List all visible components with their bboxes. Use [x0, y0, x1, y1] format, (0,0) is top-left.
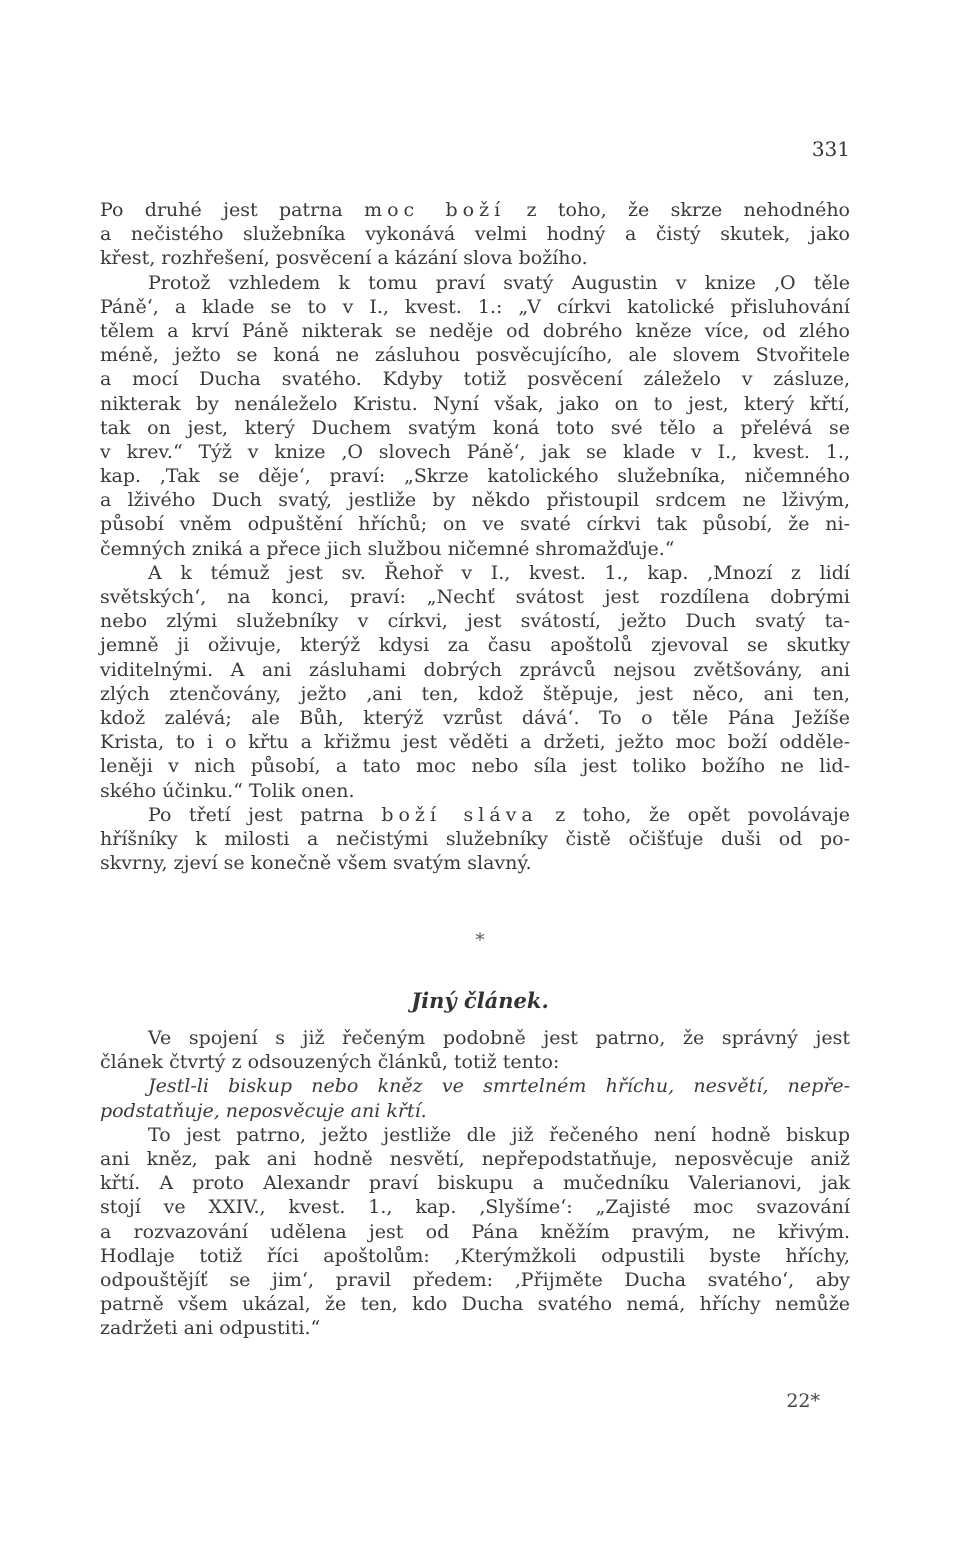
text-line: odpouštějíť se jim‘, pravil předem: ‚Přijměte Ducha svatého‘, aby: [100, 1268, 850, 1291]
text-line: Po třetí jest patrna boží sláva z toho, že opět povolávaje: [148, 803, 850, 826]
text-line: kdož zalévá; ale Bůh, kterýž vzrůst dává‘. To o těle Pána Ježíše: [100, 706, 850, 729]
text-line: působí vněm odpuštění hříchů; on ve svaté církvi tak působí, že ni-: [100, 513, 850, 536]
text-line: Ve spojení s již řečeným podobně jest patrno, že správný jest: [148, 1027, 850, 1049]
text-line: tak on jest, který Duchem svatým koná toto své tělo a přelévá se: [100, 416, 850, 439]
text-line: Po druhé jest patrna moc boží z toho, že skrze nehodného: [100, 199, 850, 221]
text-line: skvrny, zjeví se konečně všem svatým slavný.: [100, 852, 532, 875]
text-line: zlých ztenčovány, ježto ‚ani ten, kdož štěpuje, jest něco, ani ten,: [100, 682, 850, 705]
text-line: patrně všem ukázal, že ten, kdo Ducha svatého nemá, hříchy nemůže: [100, 1293, 850, 1316]
text-line: křest, rozhřešení, posvěcení a kázání slova božího.: [100, 247, 588, 270]
article-text-line: podstatňuje, neposvěcuje ani křtí.: [100, 1099, 427, 1122]
text-line: křtí. A proto Alexandr praví biskupu a mučedníku Valerianovi, jak: [100, 1172, 850, 1195]
main-text-section: [100, 198, 850, 875]
text-line: hříšníky k milosti a nečistými služebníky čistě očišťuje duši od po-: [100, 827, 850, 850]
text-line: méně, ježto se koná ne zásluhou posvěcujícího, ale slovem Stvořitele: [100, 344, 850, 367]
text-line: Páně‘, a klade se to v I., kvest. 1.: „V církvi katolické přisluhování: [100, 295, 850, 318]
text-line: ského účinku.“ Tolik onen.: [100, 779, 355, 802]
text-line: a lživého Duch svatý, jestliže by někdo přistoupil srdcem ne lživým,: [100, 489, 850, 512]
section-divider: *: [475, 930, 485, 951]
text-line: To jest patrno, ježto jestliže dle již řečeného není hodně biskup: [148, 1123, 850, 1146]
text-line: článek čtvrtý z odsouzených článků, totiž tento:: [100, 1051, 560, 1074]
text-line: a rozvazování udělena jest od Pána kněžím pravým, ne křivým.: [100, 1220, 850, 1243]
text-line: tělem a krví Páně nikterak se neděje od dobrého kněze více, od zlého: [100, 319, 850, 342]
text-line: v krev.“ Týž v knize ‚O slovech Páně‘, jak se klade v I., kvest. 1.,: [100, 440, 850, 463]
text-line: zadržeti ani odpustiti.“: [100, 1317, 321, 1340]
text-line: Krista, to i o křtu a křižmu jest věděti a držeti, ježto moc boží odděle-: [100, 731, 850, 754]
text-line: leněji v nich působí, a tato moc nebo síla jest toliko božího ne lid-: [100, 755, 850, 778]
signature-mark: 22*: [786, 1390, 820, 1412]
text-line: viditelnými. A ani zásluhami dobrých zprávců nejsou zvětšovány, ani: [100, 658, 850, 681]
text-line: světských‘, na konci, praví: „Nechť svátost jest rozdílena dobrými: [100, 586, 850, 608]
article-text-line: Jestl-li biskup nebo kněz ve smrtelném hříchu, nesvětí, nepře-: [148, 1075, 850, 1098]
text-line: jemně ji oživuje, kterýž kdysi za času apoštolů zjevoval se skutky: [100, 634, 850, 657]
page-number: 331: [811, 137, 850, 161]
text-line: kap. ‚Tak se děje‘, praví: „Skrze katolického služebníka, ničemného: [100, 465, 850, 488]
text-line: nikterak by nenáleželo Kristu. Nyní však, jako on to jest, který křtí,: [100, 392, 850, 415]
text-line: Protož vzhledem k tomu praví svatý Augustin v knize ‚O těle: [148, 271, 850, 294]
section-heading: Jiný článek.: [411, 988, 549, 1013]
text-line: nebo zlými služebníky v církvi, jest svátostí, ježto Duch svatý ta-: [100, 610, 850, 633]
text-line: Hodlaje totiž říci apoštolům: ‚Kterýmžkoli odpustili byste hříchy,: [100, 1244, 850, 1267]
text-line: A k témuž jest sv. Řehoř v I., kvest. 1., kap. ‚Mnozí z lidí: [148, 561, 850, 584]
text-line: a nečistého služebníka vykonává velmi hodný a čistý skutek, jako: [100, 223, 850, 246]
text-line: čemných zniká a přece jich službou ničemné shromažďuje.“: [100, 537, 675, 560]
text-line: a mocí Ducha svatého. Kdyby totiž posvěcení záleželo v zásluze,: [100, 368, 850, 391]
second-text-section: [100, 1026, 850, 1340]
text-line: stojí ve XXIV., kvest. 1., kap. ‚Slyšíme‘: „Zajisté moc svazování: [100, 1196, 850, 1219]
text-line: ani kněz, pak ani hodně nesvětí, nepřepodstatňuje, neposvěcuje aniž: [100, 1147, 850, 1170]
